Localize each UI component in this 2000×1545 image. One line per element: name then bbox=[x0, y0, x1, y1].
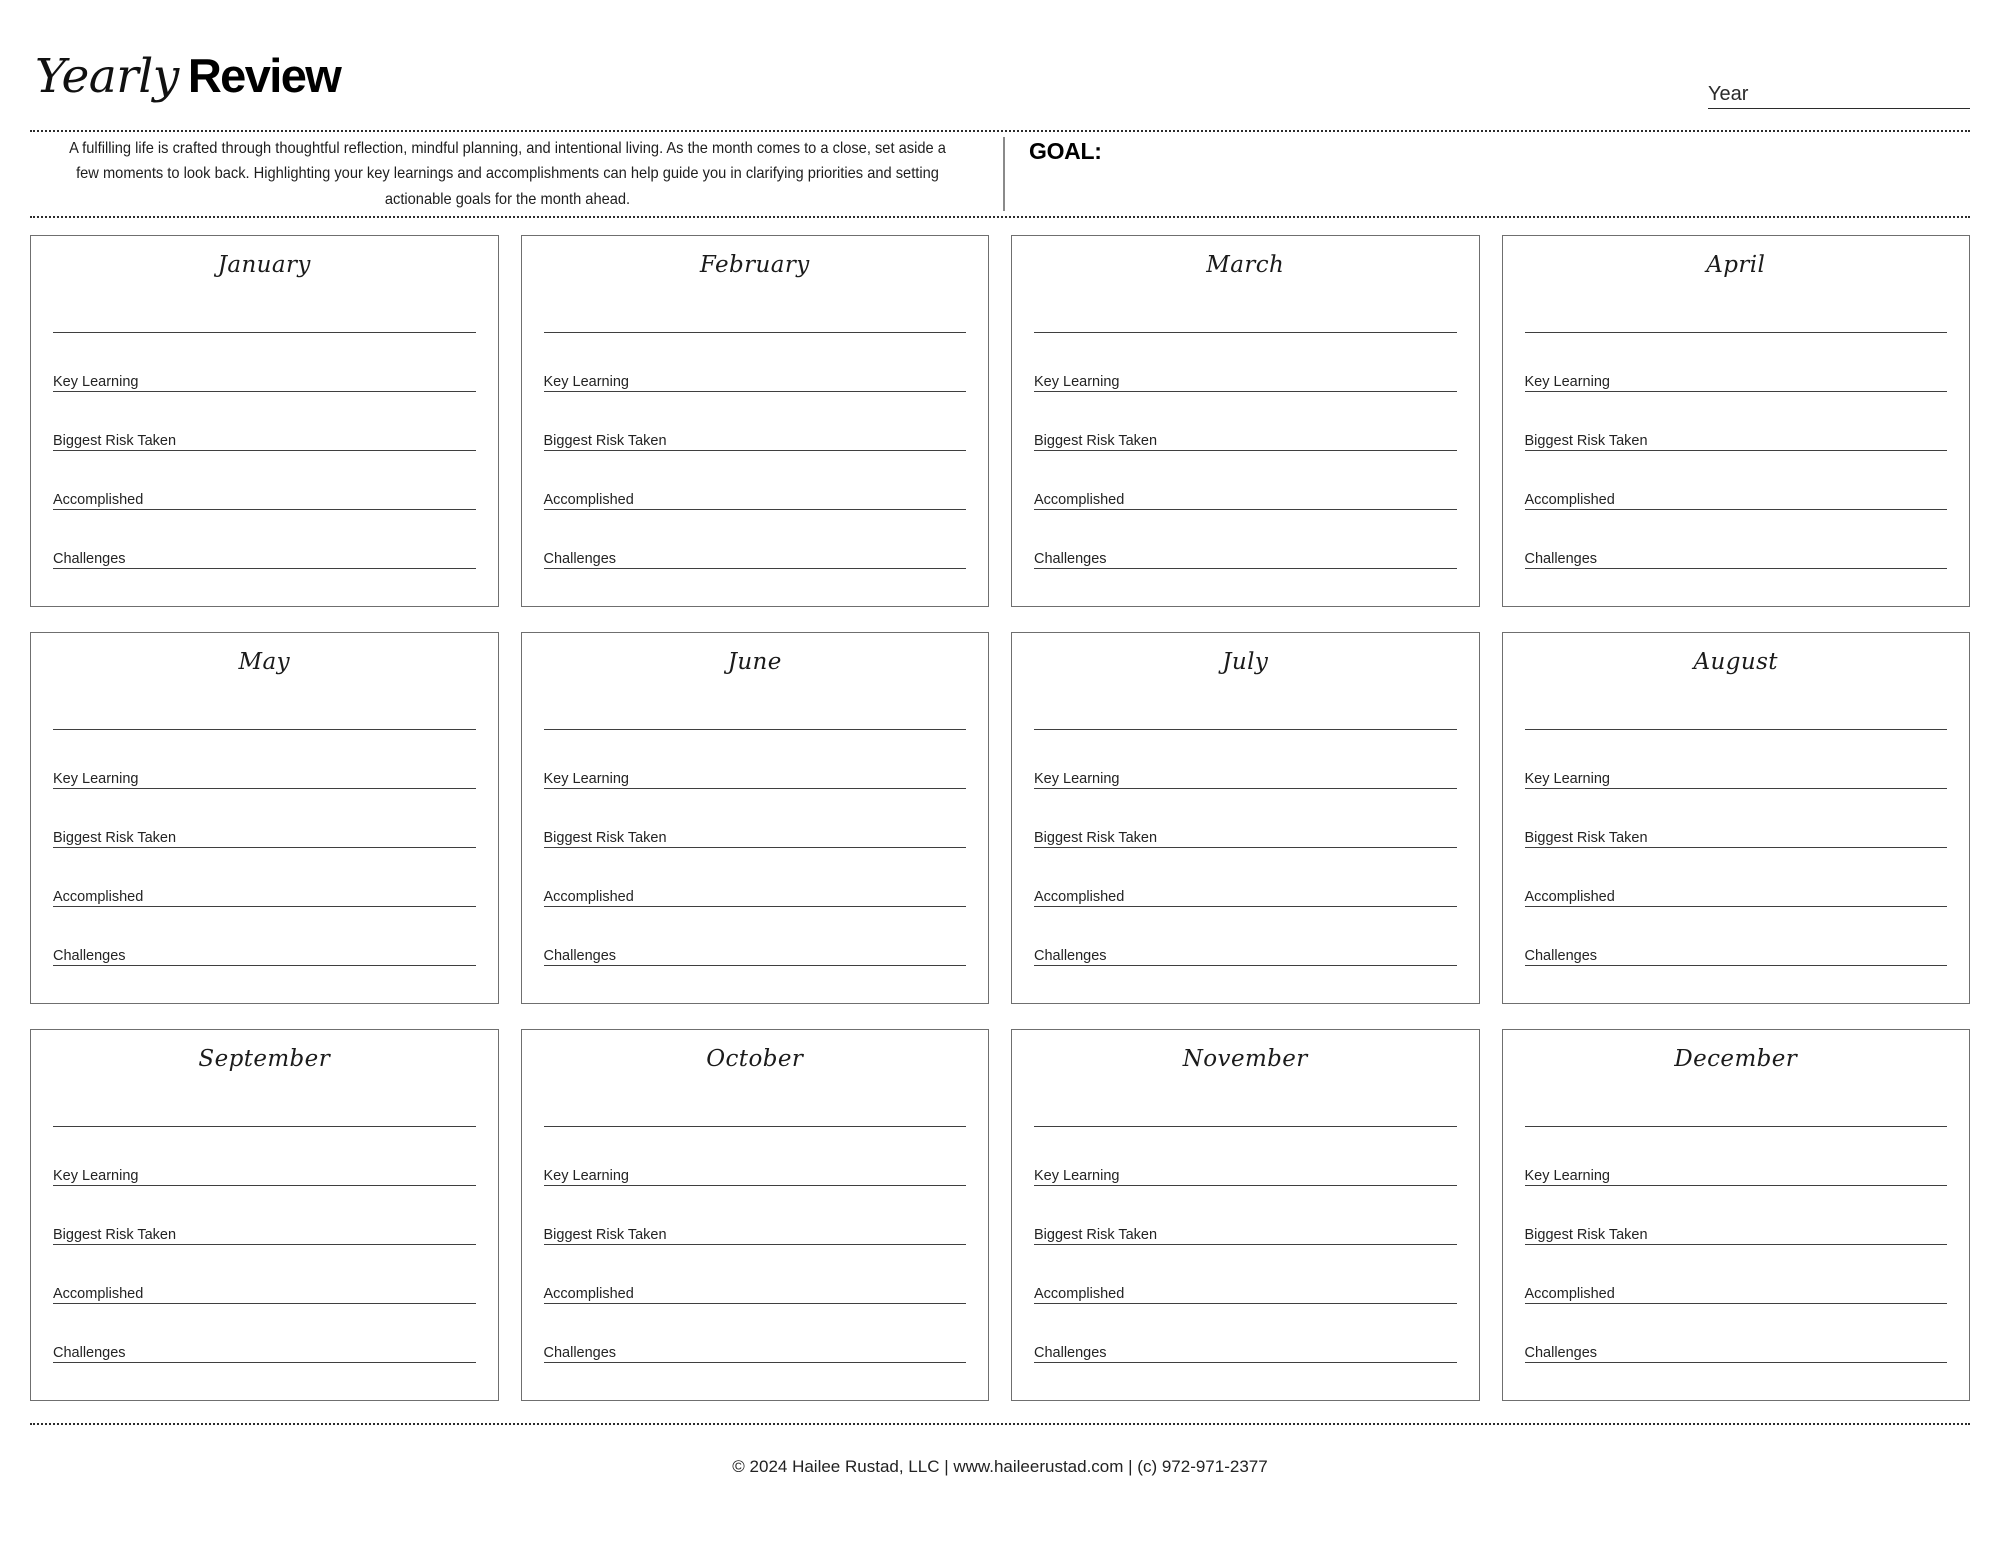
field-line-accomplished[interactable] bbox=[53, 848, 476, 907]
field-line-challenges[interactable] bbox=[1525, 1304, 1948, 1363]
field-label: Biggest Risk Taken bbox=[1034, 432, 1158, 449]
month-field-lines bbox=[53, 308, 476, 569]
page-header bbox=[30, 0, 1970, 130]
month-name: July bbox=[1222, 649, 1269, 675]
field-line-key-learning[interactable] bbox=[1034, 333, 1457, 392]
field-label: Accomplished bbox=[53, 888, 144, 905]
month-field-lines bbox=[53, 705, 476, 966]
field-line-key-learning[interactable] bbox=[1034, 1127, 1457, 1186]
field-label: Biggest Risk Taken bbox=[53, 432, 177, 449]
field-label: Challenges bbox=[1524, 1344, 1598, 1361]
page-footer bbox=[30, 1457, 1970, 1477]
field-line-accomplished[interactable] bbox=[544, 1245, 967, 1304]
field-line-challenges[interactable] bbox=[53, 1304, 476, 1363]
field-label: Challenges bbox=[53, 550, 126, 567]
field-label: Challenges bbox=[1034, 1344, 1107, 1361]
field-label: Key Learning bbox=[543, 373, 629, 390]
month-card bbox=[1011, 235, 1480, 607]
month-name: September bbox=[198, 1046, 331, 1072]
field-label: Accomplished bbox=[1524, 1285, 1615, 1302]
field-label: Biggest Risk Taken bbox=[543, 829, 667, 846]
page-title bbox=[35, 49, 341, 104]
field-label: Challenges bbox=[1034, 947, 1107, 964]
month-field-lines bbox=[544, 705, 967, 966]
field-label: Accomplished bbox=[543, 491, 634, 508]
field-line-biggest-risk[interactable] bbox=[1034, 1186, 1457, 1245]
field-line-blank[interactable] bbox=[1525, 1102, 1948, 1127]
footer-text: © 2024 Hailee Rustad, LLC | www.haileerustad.com | (c) 972-971-2377 bbox=[732, 1457, 1268, 1476]
month-card bbox=[1011, 1029, 1480, 1401]
field-line-blank[interactable] bbox=[544, 705, 967, 730]
field-line-biggest-risk[interactable] bbox=[53, 789, 476, 848]
field-line-biggest-risk[interactable] bbox=[53, 392, 476, 451]
field-label: Key Learning bbox=[1524, 1167, 1610, 1184]
field-line-accomplished[interactable] bbox=[1034, 848, 1457, 907]
month-name: June bbox=[727, 649, 782, 675]
field-label: Accomplished bbox=[53, 1285, 144, 1302]
field-label: Accomplished bbox=[543, 1285, 634, 1302]
divider-below-band bbox=[30, 216, 1970, 218]
month-card bbox=[521, 1029, 990, 1401]
field-label: Key Learning bbox=[543, 770, 629, 787]
field-line-biggest-risk[interactable] bbox=[1034, 392, 1457, 451]
field-label: Key Learning bbox=[1524, 770, 1610, 787]
divider-footer-wrap bbox=[30, 1423, 1970, 1425]
field-label: Biggest Risk Taken bbox=[53, 829, 177, 846]
field-label: Challenges bbox=[1524, 550, 1598, 567]
divider-footer bbox=[30, 1423, 1970, 1425]
field-label: Biggest Risk Taken bbox=[53, 1226, 177, 1243]
field-line-biggest-risk[interactable] bbox=[53, 1186, 476, 1245]
month-card bbox=[1011, 632, 1480, 1004]
field-line-key-learning[interactable] bbox=[1525, 730, 1948, 789]
field-line-biggest-risk[interactable] bbox=[1034, 789, 1457, 848]
month-card bbox=[1502, 1029, 1971, 1401]
field-label: Challenges bbox=[543, 550, 617, 567]
field-line-challenges[interactable] bbox=[1034, 907, 1457, 966]
intro-goal-band bbox=[30, 132, 1970, 216]
month-field-lines bbox=[544, 308, 967, 569]
month-field-lines bbox=[1525, 308, 1948, 569]
field-line-key-learning[interactable] bbox=[53, 1127, 476, 1186]
field-line-key-learning[interactable] bbox=[53, 333, 476, 392]
month-card bbox=[30, 632, 499, 1004]
month-name: March bbox=[1206, 252, 1285, 278]
field-line-key-learning[interactable] bbox=[53, 730, 476, 789]
field-line-challenges[interactable] bbox=[544, 907, 967, 966]
field-line-accomplished[interactable] bbox=[1034, 1245, 1457, 1304]
field-line-biggest-risk[interactable] bbox=[1525, 392, 1948, 451]
field-label: Biggest Risk Taken bbox=[1524, 432, 1648, 449]
field-label: Biggest Risk Taken bbox=[1524, 1226, 1648, 1243]
field-line-biggest-risk[interactable] bbox=[1525, 1186, 1948, 1245]
field-label: Challenges bbox=[543, 947, 617, 964]
field-line-blank[interactable] bbox=[53, 1102, 476, 1127]
month-card bbox=[1502, 632, 1971, 1004]
field-line-accomplished[interactable] bbox=[53, 451, 476, 510]
month-card bbox=[1502, 235, 1971, 607]
month-grid bbox=[30, 235, 1970, 1401]
month-field-lines bbox=[53, 1102, 476, 1363]
field-line-biggest-risk[interactable] bbox=[544, 789, 967, 848]
field-label: Key Learning bbox=[1524, 373, 1610, 390]
field-line-key-learning[interactable] bbox=[1034, 730, 1457, 789]
month-name: October bbox=[706, 1046, 804, 1072]
month-field-lines bbox=[1034, 308, 1457, 569]
month-field-lines bbox=[1525, 1102, 1948, 1363]
field-line-challenges[interactable] bbox=[1525, 907, 1948, 966]
month-name: August bbox=[1693, 649, 1778, 675]
field-label: Biggest Risk Taken bbox=[1034, 829, 1158, 846]
field-line-challenges[interactable] bbox=[544, 1304, 967, 1363]
field-label: Biggest Risk Taken bbox=[1034, 1226, 1158, 1243]
field-label: Key Learning bbox=[1034, 770, 1120, 787]
field-line-biggest-risk[interactable] bbox=[1525, 789, 1948, 848]
field-line-blank[interactable] bbox=[1034, 308, 1457, 333]
month-card bbox=[30, 235, 499, 607]
field-label: Biggest Risk Taken bbox=[1524, 829, 1648, 846]
month-field-lines bbox=[544, 1102, 967, 1363]
field-line-blank[interactable] bbox=[1034, 1102, 1457, 1127]
field-label: Accomplished bbox=[1034, 491, 1125, 508]
field-line-biggest-risk[interactable] bbox=[544, 1186, 967, 1245]
year-label: Year bbox=[1708, 83, 1749, 105]
field-line-blank[interactable] bbox=[53, 308, 476, 333]
month-card bbox=[30, 1029, 499, 1401]
field-line-blank[interactable] bbox=[544, 1102, 967, 1127]
month-name: November bbox=[1182, 1046, 1308, 1072]
field-label: Key Learning bbox=[543, 1167, 629, 1184]
field-label: Accomplished bbox=[543, 888, 634, 905]
field-line-key-learning[interactable] bbox=[1525, 333, 1948, 392]
page-title-script: Yearly bbox=[35, 49, 179, 104]
field-line-biggest-risk[interactable] bbox=[544, 392, 967, 451]
field-line-accomplished[interactable] bbox=[1525, 1245, 1948, 1304]
field-line-challenges[interactable] bbox=[53, 907, 476, 966]
field-line-blank[interactable] bbox=[1525, 705, 1948, 730]
month-field-lines bbox=[1034, 705, 1457, 966]
field-line-blank[interactable] bbox=[1034, 705, 1457, 730]
goal-block[interactable] bbox=[1005, 132, 1970, 216]
field-line-challenges[interactable] bbox=[544, 510, 967, 569]
field-label: Accomplished bbox=[1034, 888, 1125, 905]
field-label: Key Learning bbox=[53, 770, 139, 787]
field-line-key-learning[interactable] bbox=[1525, 1127, 1948, 1186]
field-label: Accomplished bbox=[53, 491, 144, 508]
field-line-accomplished[interactable] bbox=[544, 848, 967, 907]
field-label: Challenges bbox=[53, 1344, 126, 1361]
field-label: Key Learning bbox=[1034, 1167, 1120, 1184]
field-line-accomplished[interactable] bbox=[1525, 451, 1948, 510]
field-line-accomplished[interactable] bbox=[53, 1245, 476, 1304]
month-name: April bbox=[1706, 252, 1766, 278]
field-line-challenges[interactable] bbox=[1525, 510, 1948, 569]
field-label: Key Learning bbox=[1034, 373, 1120, 390]
field-line-accomplished[interactable] bbox=[544, 451, 967, 510]
field-line-key-learning[interactable] bbox=[544, 730, 967, 789]
field-line-challenges[interactable] bbox=[1034, 1304, 1457, 1363]
field-line-accomplished[interactable] bbox=[1525, 848, 1948, 907]
intro-block bbox=[30, 136, 1003, 212]
field-line-challenges[interactable] bbox=[53, 510, 476, 569]
page-title-bold: Review bbox=[187, 49, 341, 102]
month-name: May bbox=[238, 649, 290, 675]
field-line-key-learning[interactable] bbox=[544, 1127, 967, 1186]
month-name: December bbox=[1674, 1046, 1798, 1072]
field-label: Challenges bbox=[53, 947, 126, 964]
field-label: Key Learning bbox=[53, 373, 139, 390]
field-label: Accomplished bbox=[1524, 888, 1615, 905]
field-label: Key Learning bbox=[53, 1167, 139, 1184]
year-field[interactable] bbox=[1708, 84, 1970, 109]
field-label: Biggest Risk Taken bbox=[543, 432, 667, 449]
field-label: Challenges bbox=[543, 1344, 617, 1361]
goal-label: GOAL: bbox=[1029, 138, 1102, 164]
field-label: Accomplished bbox=[1034, 1285, 1125, 1302]
month-card bbox=[521, 632, 990, 1004]
field-label: Biggest Risk Taken bbox=[543, 1226, 667, 1243]
intro-text: A fulfilling life is crafted through thoughtful reflection, mindful planning, and intentional living. As the month comes to a close, set aside a few moments to look back. Highlighting your key learnings and accomplishments can help guide you in clarifying priorities and setting actionable goals for the month ahead. bbox=[69, 140, 946, 208]
field-line-blank[interactable] bbox=[544, 308, 967, 333]
month-field-lines bbox=[1525, 705, 1948, 966]
field-line-key-learning[interactable] bbox=[544, 333, 967, 392]
field-line-challenges[interactable] bbox=[1034, 510, 1457, 569]
field-line-accomplished[interactable] bbox=[1034, 451, 1457, 510]
field-label: Challenges bbox=[1034, 550, 1107, 567]
field-line-blank[interactable] bbox=[53, 705, 476, 730]
field-label: Accomplished bbox=[1524, 491, 1615, 508]
field-label: Challenges bbox=[1524, 947, 1598, 964]
month-name: February bbox=[699, 252, 810, 278]
field-line-blank[interactable] bbox=[1525, 308, 1948, 333]
month-field-lines bbox=[1034, 1102, 1457, 1363]
month-card bbox=[521, 235, 990, 607]
month-name: January bbox=[217, 252, 311, 278]
